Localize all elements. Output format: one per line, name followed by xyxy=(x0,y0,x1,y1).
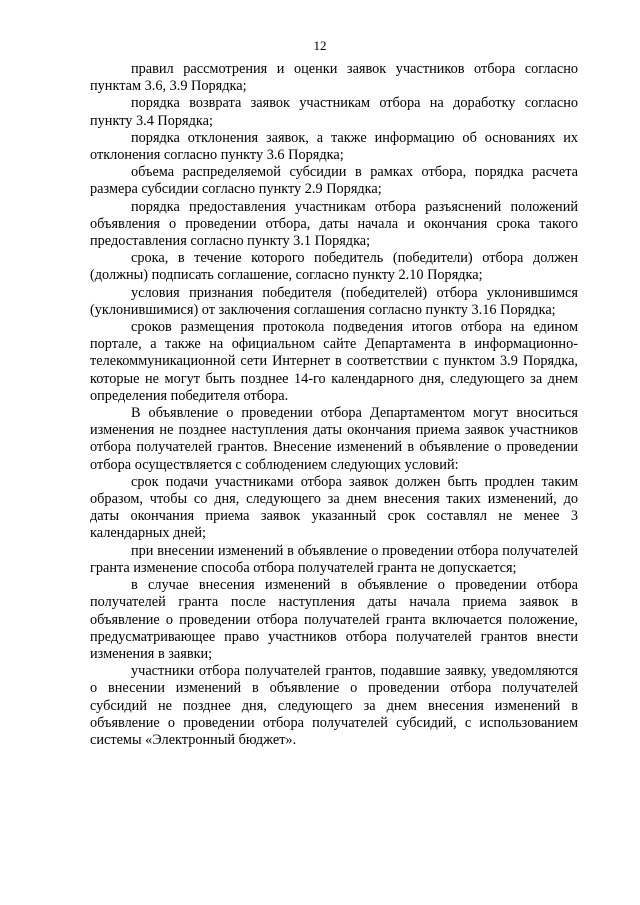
paragraph-evasion-conditions: условия признания победителя (победителей) отбора уклонившимся (уклонившимися) от заключения соглашения согласно пункту 3.16 Порядка; xyxy=(90,284,578,318)
paragraph-evaluation-rules: правил рассмотрения и оценки заявок участников отбора согласно пунктам 3.6, 3.9 Порядка; xyxy=(90,61,578,95)
paragraph-clarifications: порядка предоставления участникам отбора разъяснений положений объявления о проведении отбора, даты начала и окончания срока такого предоставления согласно пункту 3.1 Порядка; xyxy=(90,198,578,250)
paragraph-rejection: порядка отклонения заявок, а также информацию об основаниях их отклонения согласно пункту 3.6 Порядка; xyxy=(90,129,578,164)
paragraph-amendments-intro: В объявление о проведении отбора Департаментом могут вноситься изменения не позднее наступления даты окончания приема заявок участников отбора получателей грантов. Внесение изменений в объявление о проведении отбора осуществляется с соблюдением следующих условий: xyxy=(90,405,578,473)
page-number: 12 xyxy=(313,38,327,53)
paragraph-deadline-extension: срок подачи участниками отбора заявок должен быть продлен таким образом, чтобы со дня, следующего за днем внесения таких изменений, до даты окончания приема заявок указанный срок составлял не менее 3 календарных дней; xyxy=(90,473,578,542)
document-body xyxy=(90,61,578,749)
paragraph-method-change-ban: при внесении изменений в объявление о проведении отбора получателей гранта изменение способа отбора получателей гранта не допускается; xyxy=(90,542,578,576)
paragraph-protocol-publication: сроков размещения протокола подведения итогов отбора на едином портале, а также на официальном сайте Департамента в информационно-телекоммуникационной сети Интернет в соответствии с пунктом 3.9 Порядка, которые не могут быть позднее 14-го календарного дня, следующего за днем определения победителя отбора. xyxy=(90,319,578,404)
paragraph-subsidy-volume: объема распределяемой субсидии в рамках отбора, порядка расчета размера субсидии согласно пункту 2.9 Порядка; xyxy=(90,164,578,198)
paragraph-participant-notification: участники отбора получателей грантов, подавшие заявку, уведомляются о внесении изменений в объявление о проведении отбора получателей субсидий не позднее дня, следующего за днем внесения изменений в объявление о проведении отбора получателей субсидий, с использованием системы «Электронный бюджет». xyxy=(90,663,578,748)
paragraph-signing-deadline: срока, в течение которого победитель (победители) отбора должен (должны) подписать соглашение, согласно пункту 2.10 Порядка; xyxy=(90,250,578,284)
paragraph-return-for-revision: порядка возврата заявок участникам отбора на доработку согласно пункту 3.4 Порядка; xyxy=(90,95,578,129)
paragraph-amend-applications: в случае внесения изменений в объявление о проведении отбора получателей гранта после наступления даты начала приема заявок в объявление о проведении отбора получателей гранта включается положение, предусматривающее право участников отбора получателей грантов внести изменения в заявки; xyxy=(90,577,578,662)
